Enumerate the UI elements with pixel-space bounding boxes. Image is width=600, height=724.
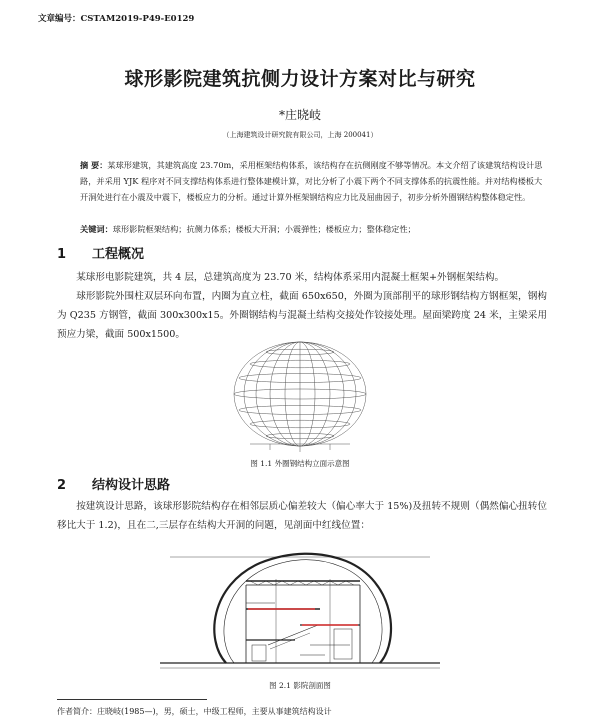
footnote-divider <box>57 699 207 700</box>
keywords-text: 球形影院框架结构；抗侧力体系；楼板大开洞；小震弹性；楼板应力；整体稳定性； <box>112 224 416 234</box>
section-1-heading <box>57 243 144 262</box>
author: *庄晓岐 <box>278 108 321 122</box>
abstract-label: 摘 要： <box>80 160 108 170</box>
abstract <box>80 157 548 206</box>
section-2-paragraph-1: 按建筑设计思路，该球形影院结构存在相邻层质心偏差较大（偏心率大于 15%)及扭转不规则（偶然偏心扭转位移比大于 1.2)，且在二,三层存在结构大开洞的问题，见剖面中红线位置： <box>57 501 547 531</box>
abstract-text: 某球形建筑，其建筑高度 23.70m，采用框架结构体系，该结构存在抗侧刚度不够等情况。本文介绍了该建筑结构设计思路，并采用 YJK 程序对不同支撑结构体系进行整体建模计算，对比分析了小震下两个不同支撑体系的抗震性能。并对结构楼板大开洞处进行在小震及中震下，楼板应力的分析。通过计算外框架钢结构应力比及屈曲因子，初步分析外圈钢结构整体稳定性。 <box>80 160 543 203</box>
author-footnote: 作者简介：庄晓岐(1985—)，男，硕士，中级工程师，主要从事建筑结构设计 <box>57 707 332 716</box>
figure-1-1-caption: 图 1.1 外圈钢结构立面示意图 <box>250 459 350 468</box>
figure-1-1-sphere-lattice <box>230 336 370 454</box>
article-id: 文章编号：CSTAM2019-P49-E0129 <box>38 14 195 24</box>
paper-title: 球形影院建筑抗侧力设计方案对比与研究 <box>124 68 476 90</box>
section-1-body <box>57 268 547 344</box>
section-2-title: 结构设计思路 <box>92 478 171 493</box>
section-1-paragraph-1: 某球形电影院建筑，共 4 层，总建筑高度为 23.70 米，结构体系采用内混凝土框架+外钢框架结构。 <box>76 272 505 283</box>
affiliation: （上海建筑设计研究院有限公司，上海 200041） <box>222 131 378 139</box>
section-1-title: 工程概况 <box>92 247 145 262</box>
keywords-label: 关键词： <box>80 224 113 234</box>
section-2-heading <box>57 474 170 493</box>
section-1-paragraph-2: 球形影院外围柱双层环向布置，内圈为直立柱，截面 650x650，外圈为顶部削平的球形钢结构方钢框架，钢构为 Q235 方钢管，截面 300x300x15。外圈钢结构与混凝土结构交接处作铰接处理。屋面梁跨度 24 米，主梁采用预应力梁，截面 500x1500。 <box>57 291 547 340</box>
figure-2-1-section-drawing <box>150 545 450 675</box>
section-2-number: 2 <box>57 478 67 493</box>
keywords <box>80 224 548 235</box>
figure-2-1-caption: 图 2.1 影院剖面图 <box>269 681 331 690</box>
section-2-body <box>57 497 547 535</box>
section-1-number: 1 <box>57 247 67 262</box>
